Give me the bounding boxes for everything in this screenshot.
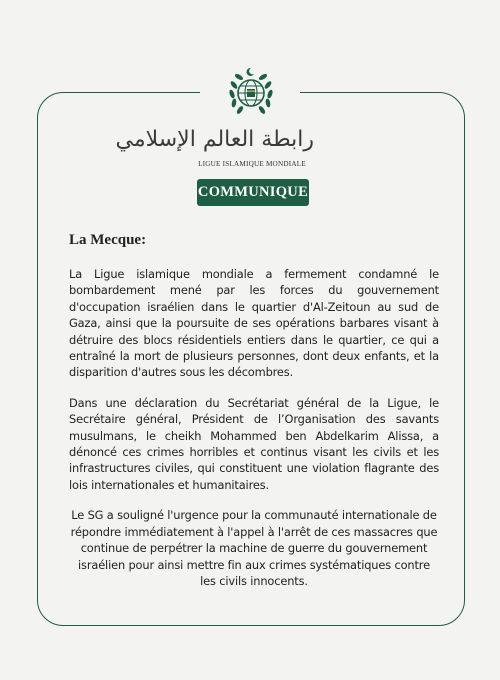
league-emblem-icon [224,64,278,118]
paragraph: Dans une déclaration du Secrétariat général de la Ligue, le Secrétaire général, Président de l’Organisation des savants musulmans, le cheikh Mohammed ben Abdelkarim Alissa, a dénoncé ces crimes horribles et continus visant les civils et les infrastructures civiles, qui constituent une violation flagrante des lois internationales et humanitaires. [69,395,439,492]
organization-arabic-name: رابطة العالم الإسلامي [115,127,314,152]
organization-latin-name: LIGUE ISLAMIQUE MONDIALE [198,160,306,168]
paragraph: La Ligue islamique mondiale a fermement condamné le bombardement mené par les forces du gouvernement d'occupation israélien dans le quartier d'Al-Zeitoun au sud de Gaza, ainsi que la poursuite de ses opérations barbares visant à détruire des blocs résidentiels entiers dans le quartier, ce qui a entraîné la mort de plusieurs personnes, dont deux enfants, et la disparition d'autres sous les décombres. [69,267,439,380]
communique-body [69,266,439,603]
paragraph: Le SG a souligné l'urgence pour la communauté internationale de répondre immédiatement à l'appel à l'arrêt de ces massacres que continue de perpétrer la machine de guerre du gouvernement israélien pour ainsi mettre fin aux crimes systématiques contre les civils innocents. [70,508,438,588]
communique-badge: COMMUNIQUE [197,179,309,206]
dateline-city: La Mecque: [69,232,147,248]
